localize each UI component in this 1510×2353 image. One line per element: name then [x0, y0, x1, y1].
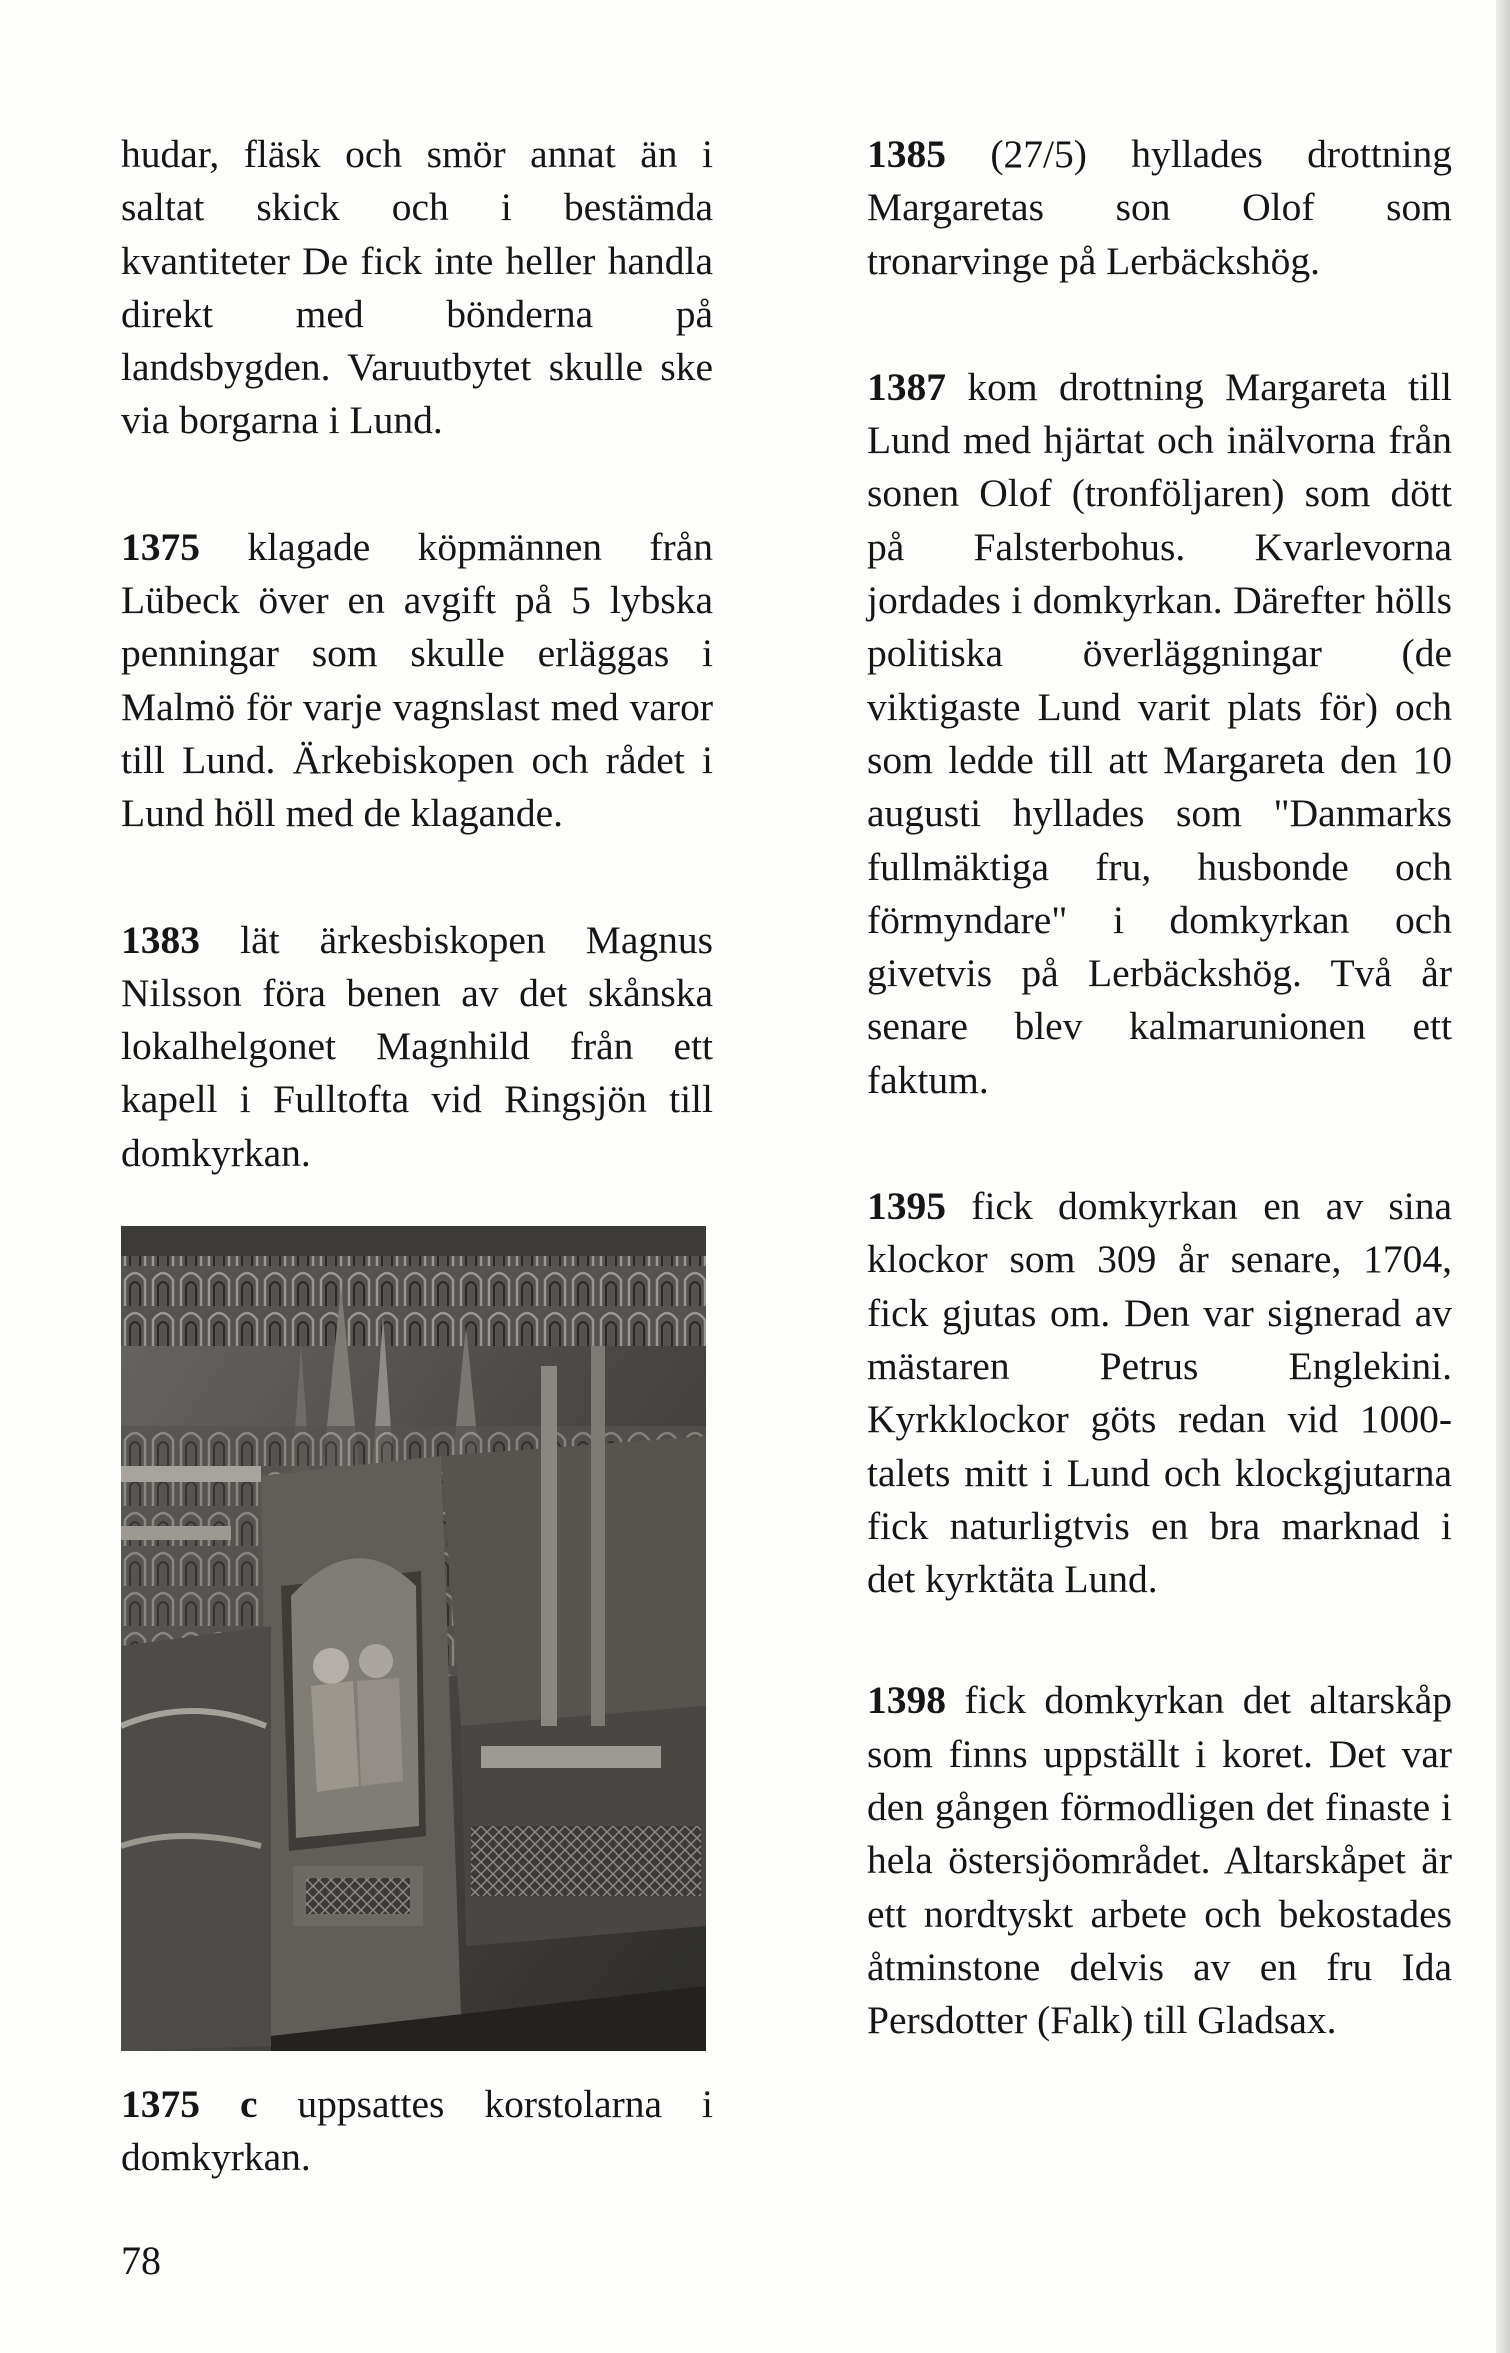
paragraph-text: hudar, fläsk och smör annat än i saltat skick och i bestämda kvantiteter De fick inte heller handla direkt med bönderna på landsbygden. Varuutbytet skulle ske via borgarna i Lund.: [121, 132, 713, 443]
caption-text: [121, 2078, 713, 2185]
paragraph-1383: [121, 914, 713, 1180]
paragraph-text: kom drottning Margareta till Lund med hjärtat och inälvorna från sonen Olof (tronföljaren) som dött på Falsterbohus. Kvarlevorna jordades i domkyrkan. Därefter hölls politiska överläggningar (de viktigaste Lund varit plats för) och som ledde till att Margareta den 10 augusti hyllades som "Danmarks fullmäktiga fru, husbonde och förmyndare" i domkyrkan och givetvis på Lerbäckshög. Två år senare blev kalmarunionen ett faktum.: [867, 364, 1452, 1102]
paragraph-1375: [121, 521, 713, 841]
page-edge: [1496, 0, 1510, 2353]
choir-stalls-photo: [121, 1226, 706, 2051]
right-column: [867, 128, 1452, 2048]
paragraph-1387: [867, 361, 1452, 1107]
paragraph-text: fick domkyrkan det altarskåp som finns uppställt i koret. Det var den gången förmodligen det finaste i hela östersjöområdet. Altarskåpet är ett nordtyskt arbete och bekostades åtminstone delvis av en fru Ida Persdotter (Falk) till Gladsax.: [867, 1678, 1452, 2043]
paragraph-text: klagade köpmännen från Lübeck över en avgift på 5 lybska penningar som skulle erläggas i Malmö för varje vagnslast med varor till Lund. Ärkebiskopen och rådet i Lund höll med de klagande.: [121, 524, 713, 836]
paragraph-text: uppsattes korstolarna i domkyrkan.: [121, 2082, 713, 2180]
paragraph-text: lät ärkesbiskopen Magnus Nilsson föra benen av det skånska lokalhelgonet Magnhild från ett kapell i Fulltofta vid Ringsjön till domkyrkan.: [121, 917, 713, 1175]
paragraph-text: (27/5) hyllades drottning Margaretas son Olof som tronarvinge på Lerbäckshög.: [867, 132, 1452, 283]
year-label: 1398: [867, 1678, 946, 1723]
paragraph-1398: [867, 1674, 1452, 2047]
left-column: [121, 128, 713, 1180]
year-label: 1383: [121, 917, 200, 962]
year-label: 1395: [867, 1184, 946, 1229]
year-label: 1375 c: [121, 2082, 258, 2126]
year-label: 1375: [121, 524, 200, 569]
paragraph-trade-rules: [121, 128, 713, 448]
page-number: 78: [121, 2238, 161, 2283]
year-label: 1387: [867, 364, 946, 409]
paragraph-1385: [867, 128, 1452, 288]
year-label: 1385: [867, 132, 946, 176]
paragraph-1395: [867, 1180, 1452, 1606]
photo-caption: [121, 2078, 713, 2185]
paragraph-text: fick domkyrkan en av sina klockor som 309 år senare, 1704, fick gjutas om. Den var signerad av mästaren Petrus Englekini. Kyrkklockor göts redan vid 1000-talets mitt i Lund och klockgjutarna fick naturligtvis en bra marknad i det kyrktäta Lund.: [867, 1184, 1452, 1602]
